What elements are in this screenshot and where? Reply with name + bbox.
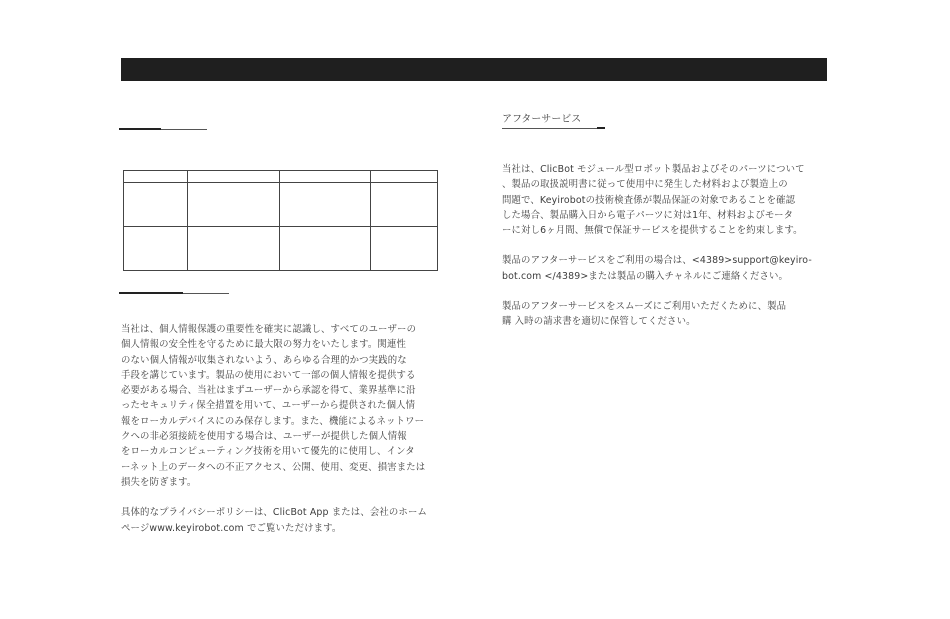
after-service-paragraph-2: 製品のアフターサービスをご利用の場合は、<4389>support@keyiro- bot.com </4389>または製品の購入チャネルにご連絡ください。 bbox=[502, 255, 812, 282]
privacy-paragraph-2: 具体的なプライバシーポリシーは、ClicBot App または、会社のホーム ページwww.keyirobot.com でご覧いただけます。 bbox=[121, 507, 428, 534]
table-cell bbox=[279, 227, 371, 271]
privacy-paragraph-1: 当社は、個人情報保護の重要性を確実に認識し、すべてのユーザーの 個人情報の安全性を守るために最大限の努力をいたします。関連性 のない個人情報が収集されないよう、あらゆる合理的かつ実践的な 手段を講じています。製品の使用において一部の個人情報を提供する 必要がある場合、当社はまずユーザーから承認を得て、業界基準に沿 ったセキュリティ保全措置を用いて、ユーザーから提供された個人情 報をローカルデバイスにのみ保存します。また、機能によるネットワー クへの非必須接続を使用する場合は、ユーザーが提供した個人情報 をローカルコンピューティング技術を用いて優先的に使用し、インタ ーネット上のデータへの不正アクセス、公開、使用、変更、損害または 損失を防ぎます。 bbox=[121, 324, 426, 488]
after-service-paragraph-1: 当社は、ClicBot モジュール型ロボット製品およびそのパーツについて 、製品の取扱説明書に従って使用中に発生した材料および製造上の 問題で、Keyirobotの技術検査係が製品保証の対象であることを確認 した場合、製品購入日から電子パーツに対は1年、材料およびモータ ーに対し6ヶ月間、無償で保証サービスを提供することを約束します。 bbox=[502, 164, 805, 237]
after-service-heading bbox=[502, 109, 605, 129]
after-service-paragraph-3: 製品のアフターサービスをスムーズにご利用いただくために、製品 購 入時の請求書を適切に保管してください。 bbox=[502, 301, 787, 328]
section-rule-1 bbox=[119, 107, 207, 130]
table-cell bbox=[371, 183, 438, 227]
table-cell bbox=[371, 227, 438, 271]
table-cell bbox=[124, 227, 188, 271]
section-rule-2 bbox=[119, 272, 229, 294]
table-cell bbox=[124, 183, 188, 227]
table-cell bbox=[187, 183, 279, 227]
blank-table bbox=[123, 170, 438, 271]
after-service-section bbox=[502, 162, 832, 330]
table-cell bbox=[279, 171, 371, 183]
table-cell bbox=[187, 227, 279, 271]
table-cell bbox=[371, 171, 438, 183]
table-cell bbox=[279, 183, 371, 227]
after-service-heading-text: アフターサービス bbox=[502, 114, 582, 125]
table-cell bbox=[124, 171, 188, 183]
privacy-section bbox=[121, 322, 453, 536]
header-bar bbox=[121, 58, 827, 81]
table-cell bbox=[187, 171, 279, 183]
